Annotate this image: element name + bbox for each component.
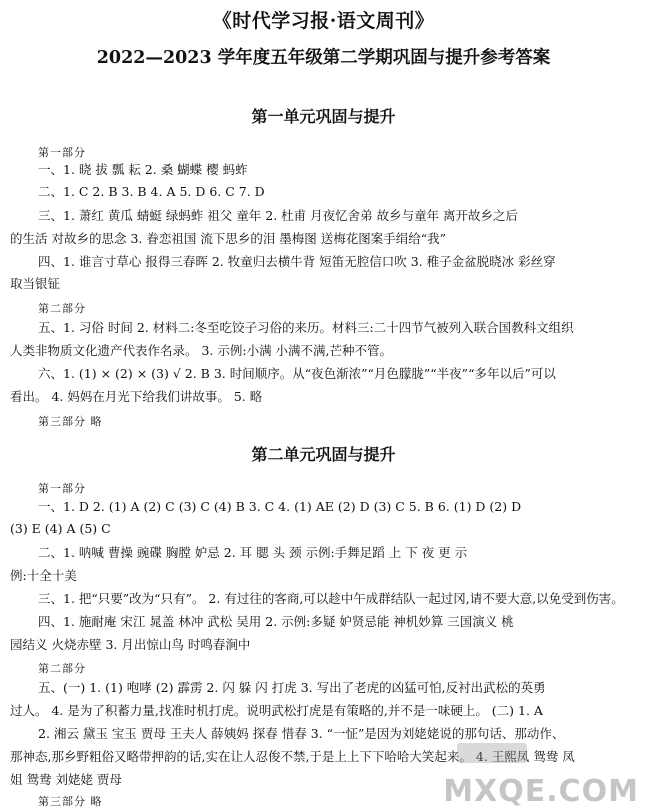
unit1-part2-label: 第二部分 [38,302,86,315]
unit2-part3-label: 第三部分 略 [38,795,103,808]
unit2-line-3: 二、1. 呐喊 曹操 豌碟 胸膛 妒忌 2. 耳 腮 头 颈 示例:手舞足蹈 上 下 夜 更 示 [38,545,468,560]
unit2-part2-label: 第二部分 [38,662,86,675]
unit1-line-3: 三、1. 萧红 黄瓜 蜻蜓 绿蚂蚱 祖父 童年 2. 杜甫 月夜忆舍弟 故乡与童年 离开故乡之后 [38,208,519,223]
unit2-line-5: 三、1. 把“只要”改为“只有”。 2. 有过往的客商,可以趁中午成群结队一起过冈,请不要大意,以免受到伤害。 [38,591,624,606]
watermark-text: MXQE.COM [443,774,639,809]
unit2-line-4: 例:十全十美 [10,568,77,583]
unit1-line-7: 五、1. 习俗 时间 2. 材料二:冬至吃饺子习俗的来历。材料三:二十四节气被列入联合国教科文组织 [38,320,574,335]
unit1-line-9: 六、1. (1) × (2) × (3) √ 2. B 3. 时间顺序。从“夜色渐浓”“月色朦胧”“半夜”“多年以后”可以 [38,366,556,381]
unit2-line-7: 园结义 火烧赤壁 3. 月出惊山鸟 时鸣春涧中 [10,637,251,652]
unit1-part1-label: 第一部分 [38,146,86,159]
unit2-line-8: 五、(一) 1. (1) 咆哮 (2) 霹雳 2. 闪 躲 闪 打虎 3. 写出了老虎的凶猛可怕,反衬出武松的英勇 [38,680,546,695]
unit1-part3-label: 第三部分 略 [38,415,103,428]
unit2-line-11: 那神态,那乡野粗俗又略带押韵的话,实在让人忍俊不禁,于是上上下下哈哈大笑起来。 4. 王熙凤 鸳鸯 凤 [10,749,575,764]
unit1-line-8: 人类非物质文化遗产代表作名录。 3. 示例:小满 小满不满,芒种不管。 [10,343,393,358]
answer-key-title: 2022—2023 学年度五年级第二学期巩固与提升参考答案 [96,48,551,68]
unit1-line-4: 的生活 对故乡的思念 3. 眷恋祖国 流下思乡的泪 墨梅图 送梅花图案手绢给“我” [10,231,447,246]
newspaper-title: 《时代学习报·语文周刊》 [212,10,435,32]
unit1-line-2: 二、1. C 2. B 3. B 4. A 5. D 6. C 7. D [38,184,265,199]
unit1-line-1: 一、1. 晓 拔 瓢 耘 2. 桑 蝴蝶 樱 蚂蚱 [38,162,248,177]
unit2-line-9: 过人。 4. 是为了积蓄力量,找准时机打虎。说明武松打虎是有策略的,并不是一味硬上。 (二) 1. A [10,703,543,718]
unit2-line-10: 2. 湘云 黛玉 宝玉 贾母 王夫人 薛姨妈 探春 惜春 3. “一怔”是因为刘姥姥说的那句话、那动作、 [38,726,565,741]
unit2-line-1: 一、1. D 2. (1) A (2) C (3) C (4) B 3. C 4. (1) AE (2) D (3) C 5. B 6. (1) D (2) D [38,499,522,514]
unit2-part1-label: 第一部分 [38,482,86,495]
unit2-line-6: 四、1. 施耐庵 宋江 晁盖 林冲 武松 吴用 2. 示例:多疑 妒贤忌能 神机妙算 三国演义 桃 [38,614,514,629]
unit2-line-12: 姐 鸳鸯 刘姥姥 贾母 [10,772,122,787]
unit1-line-5: 四、1. 谁言寸草心 报得三春晖 2. 牧童归去横牛背 短笛无腔信口吹 3. 稚子金盆脱晓冰 彩丝穿 [38,254,556,269]
unit1-line-6: 取当银钲 [10,276,61,291]
unit1-line-10: 看出。 4. 妈妈在月光下给我们讲故事。 5. 略 [10,389,263,404]
watermark-logo-icon [457,743,527,763]
unit2-line-2: (3) E (4) A (5) C [10,521,111,536]
unit1-title: 第一单元巩固与提升 [251,107,396,126]
unit2-title: 第二单元巩固与提升 [251,445,396,464]
